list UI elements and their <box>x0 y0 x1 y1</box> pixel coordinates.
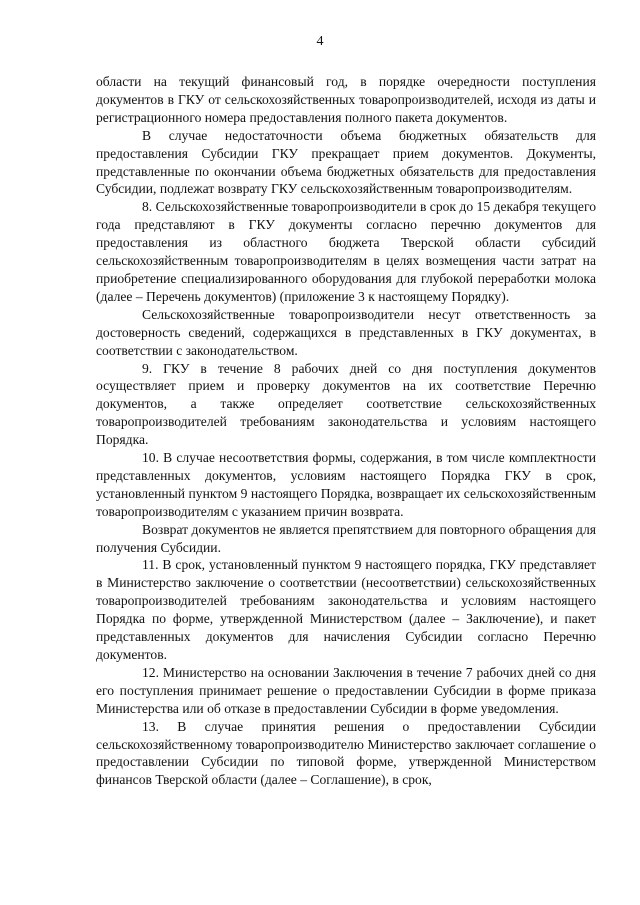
page-number: 4 <box>316 34 324 49</box>
paragraph-item-13: 13. В случае принятия решения о предоставлении Субсидии сельскохозяйственному товаропроизводителю Министерство заключает соглашение о предоставлении Субсидии по типовой форме, утвержденной Министерством финансов Тверской области (далее – Соглашение), в срок, <box>96 718 596 788</box>
paragraph-continuation: области на текущий финансовый год, в порядке очередности поступления документов в ГКУ от сельскохозяйственных товаропроизводителей, исходя из даты и регистрационного номера предоставления полного пакета документов. <box>96 74 596 125</box>
paragraph-item-9: 9. ГКУ в течение 8 рабочих дней со дня поступления документов осуществляет прием и проверку документов на их соответствие Перечню документов, а также определяет соответствие сельскохозяйственных товаропроизводителей требованиям законодательства и условиям настоящего Порядка. <box>96 360 596 448</box>
paragraph-item-8: 8. Сельскохозяйственные товаропроизводители в срок до 15 декабря текущего года представляют в ГКУ документы согласно перечню документов для предоставления из областного бюджета Тверской области субсидий сельскохозяйственным товаропроизводителям в целях возмещения части затрат на приобретение специализированного оборудования для глубокой переработки молока (далее – Перечень документов) (приложение 3 к настоящему Порядку). <box>96 199 596 304</box>
paragraph-item-11: 11. В срок, установленный пунктом 9 настоящего порядка, ГКУ представляет в Министерство заключение о соответствии (несоответствии) сельскохозяйственных товаропроизводителей требованиям законодательства и условиям настоящего Порядка по форме, утвержденной Министерством (далее – Заключение), и пакет представленных документов для начисления Субсидии согласно Перечню документов. <box>96 557 596 662</box>
body-text <box>96 73 596 789</box>
paragraph-item-12: 12. Министерство на основании Заключения в течение 7 рабочих дней со дня его поступления принимает решение о предоставлении Субсидии в форме приказа Министерства или об отказе в предоставлении Субсидии в форме уведомления. <box>96 664 596 716</box>
paragraph-responsibility: Сельскохозяйственные товаропроизводители несут ответственность за достоверность сведений, содержащихся в представленных в ГКУ документах, в соответствии с законодательством. <box>96 306 596 358</box>
paragraph-item-10: 10. В случае несоответствия формы, содержания, в том числе комплектности представленных документов, условиям настоящего Порядка ГКУ в срок, установленный пунктом 9 настоящего Порядка, возвращает их сельскохозяйственным товаропроизводителям с указанием причин возврата. <box>96 450 596 519</box>
paragraph-return-note: Возврат документов не является препятствием для повторного обращения для получения Субсидии. <box>96 521 596 555</box>
paragraph-budget-shortfall: В случае недостаточности объема бюджетных обязательств для предоставления Субсидии ГКУ прекращает прием документов. Документы, представленные по окончании объема бюджетных обязательств для предоставления Субсидии, подлежат возврату ГКУ сельскохозяйственным товаропроизводителям. <box>96 127 596 197</box>
